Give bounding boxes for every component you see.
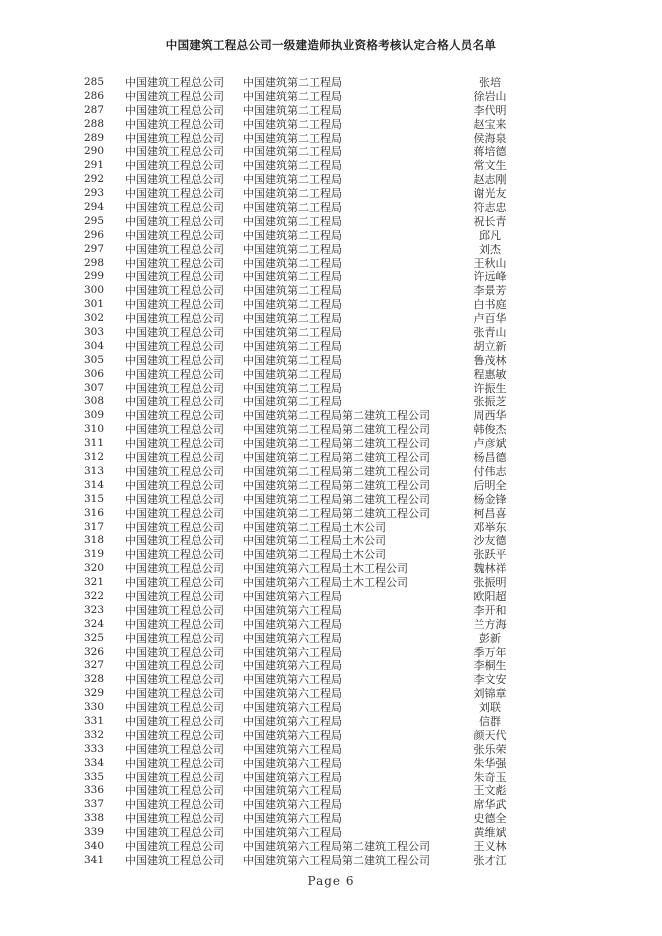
company-name: 中国建筑工程总公司 bbox=[125, 270, 224, 284]
bureau-name: 中国建筑第六工程局 bbox=[243, 728, 342, 742]
row-number: 328 bbox=[83, 673, 104, 686]
table-row bbox=[0, 132, 662, 146]
company-name: 中国建筑工程总公司 bbox=[125, 326, 224, 340]
table-row bbox=[0, 534, 662, 548]
table-row bbox=[0, 76, 662, 90]
person-name: 黄维斌 bbox=[473, 826, 507, 840]
table-row bbox=[0, 757, 662, 771]
company-name: 中国建筑工程总公司 bbox=[125, 714, 224, 728]
company-name: 中国建筑工程总公司 bbox=[125, 464, 224, 478]
company-name: 中国建筑工程总公司 bbox=[125, 173, 224, 187]
company-name: 中国建筑工程总公司 bbox=[125, 214, 224, 228]
person-name: 卢百华 bbox=[473, 312, 507, 326]
row-number: 333 bbox=[83, 742, 104, 755]
person-name: 许振生 bbox=[473, 381, 507, 395]
company-name: 中国建筑工程总公司 bbox=[125, 742, 224, 756]
row-number: 329 bbox=[83, 687, 104, 700]
company-name: 中国建筑工程总公司 bbox=[125, 478, 224, 492]
table-row bbox=[0, 632, 662, 646]
company-name: 中国建筑工程总公司 bbox=[125, 228, 224, 242]
person-name: 张跃平 bbox=[473, 548, 507, 562]
personnel-table bbox=[0, 76, 662, 868]
row-number: 321 bbox=[83, 576, 104, 589]
page-footer: Page 6 bbox=[307, 874, 355, 888]
bureau-name: 中国建筑第二工程局 bbox=[243, 256, 342, 270]
person-name: 杨金锋 bbox=[473, 492, 507, 506]
person-name: 周西华 bbox=[473, 409, 507, 423]
person-name: 白书庭 bbox=[473, 298, 507, 312]
row-number: 332 bbox=[83, 728, 104, 741]
bureau-name: 中国建筑第二工程局土木公司 bbox=[243, 520, 386, 534]
table-row bbox=[0, 590, 662, 604]
bureau-name: 中国建筑第二工程局 bbox=[243, 298, 342, 312]
table-row bbox=[0, 298, 662, 312]
person-name: 刘联 bbox=[479, 701, 501, 715]
row-number: 331 bbox=[83, 714, 104, 727]
table-row bbox=[0, 312, 662, 326]
bureau-name: 中国建筑第二工程局 bbox=[243, 131, 342, 145]
bureau-name: 中国建筑第六工程局 bbox=[243, 659, 342, 673]
row-number: 308 bbox=[83, 395, 104, 408]
person-name: 程惠敏 bbox=[473, 367, 507, 381]
bureau-name: 中国建筑第六工程局 bbox=[243, 631, 342, 645]
bureau-name: 中国建筑第二工程局第二建筑工程公司 bbox=[243, 409, 430, 423]
person-name: 鲁茂林 bbox=[473, 353, 507, 367]
bureau-name: 中国建筑第六工程局 bbox=[243, 826, 342, 840]
person-name: 席华武 bbox=[473, 798, 507, 812]
company-name: 中国建筑工程总公司 bbox=[125, 520, 224, 534]
company-name: 中国建筑工程总公司 bbox=[125, 534, 224, 548]
table-row bbox=[0, 340, 662, 354]
person-name: 符志忠 bbox=[473, 201, 507, 215]
row-number: 319 bbox=[83, 548, 104, 561]
bureau-name: 中国建筑第六工程局土木工程公司 bbox=[243, 576, 408, 590]
table-row bbox=[0, 771, 662, 785]
row-number: 294 bbox=[83, 201, 104, 214]
company-name: 中国建筑工程总公司 bbox=[125, 117, 224, 131]
company-name: 中国建筑工程总公司 bbox=[125, 826, 224, 840]
company-name: 中国建筑工程总公司 bbox=[125, 76, 224, 89]
bureau-name: 中国建筑第二工程局 bbox=[243, 214, 342, 228]
company-name: 中国建筑工程总公司 bbox=[125, 687, 224, 701]
person-name: 沙友德 bbox=[473, 534, 507, 548]
person-name: 张才江 bbox=[473, 853, 507, 867]
company-name: 中国建筑工程总公司 bbox=[125, 659, 224, 673]
person-name: 许远峰 bbox=[473, 270, 507, 284]
row-number: 299 bbox=[83, 270, 104, 283]
bureau-name: 中国建筑第二工程局土木公司 bbox=[243, 534, 386, 548]
row-number: 306 bbox=[83, 367, 104, 380]
row-number: 300 bbox=[83, 284, 104, 297]
row-number: 315 bbox=[83, 492, 104, 505]
company-name: 中国建筑工程总公司 bbox=[125, 353, 224, 367]
person-name: 李景芳 bbox=[473, 284, 507, 298]
person-name: 季万年 bbox=[473, 645, 507, 659]
person-name: 朱奇玉 bbox=[473, 770, 507, 784]
company-name: 中国建筑工程总公司 bbox=[125, 131, 224, 145]
bureau-name: 中国建筑第六工程局 bbox=[243, 784, 342, 798]
person-name: 王秋山 bbox=[473, 256, 507, 270]
person-name: 信群 bbox=[479, 714, 501, 728]
table-row bbox=[0, 507, 662, 521]
company-name: 中国建筑工程总公司 bbox=[125, 784, 224, 798]
company-name: 中国建筑工程总公司 bbox=[125, 839, 224, 853]
company-name: 中国建筑工程总公司 bbox=[125, 562, 224, 576]
bureau-name: 中国建筑第二工程局 bbox=[243, 367, 342, 381]
table-row bbox=[0, 215, 662, 229]
table-row bbox=[0, 118, 662, 132]
row-number: 337 bbox=[83, 798, 104, 811]
person-name: 赵宝来 bbox=[473, 117, 507, 131]
row-number: 290 bbox=[83, 145, 104, 158]
row-number: 330 bbox=[83, 701, 104, 714]
row-number: 292 bbox=[83, 173, 104, 186]
row-number: 304 bbox=[83, 339, 104, 352]
table-row bbox=[0, 395, 662, 409]
person-name: 付伟志 bbox=[473, 464, 507, 478]
bureau-name: 中国建筑第六工程局 bbox=[243, 742, 342, 756]
bureau-name: 中国建筑第六工程局 bbox=[243, 617, 342, 631]
row-number: 291 bbox=[83, 159, 104, 172]
row-number: 338 bbox=[83, 812, 104, 825]
table-row bbox=[0, 826, 662, 840]
person-name: 彭新 bbox=[479, 631, 501, 645]
company-name: 中国建筑工程总公司 bbox=[125, 701, 224, 715]
company-name: 中国建筑工程总公司 bbox=[125, 367, 224, 381]
table-row bbox=[0, 576, 662, 590]
company-name: 中国建筑工程总公司 bbox=[125, 423, 224, 437]
company-name: 中国建筑工程总公司 bbox=[125, 201, 224, 215]
row-number: 340 bbox=[83, 839, 104, 852]
bureau-name: 中国建筑第六工程局 bbox=[243, 603, 342, 617]
table-row bbox=[0, 229, 662, 243]
company-name: 中国建筑工程总公司 bbox=[125, 339, 224, 353]
table-row bbox=[0, 479, 662, 493]
row-number: 288 bbox=[83, 117, 104, 130]
row-number: 320 bbox=[83, 562, 104, 575]
bureau-name: 中国建筑第二工程局土木公司 bbox=[243, 548, 386, 562]
table-row bbox=[0, 368, 662, 382]
company-name: 中国建筑工程总公司 bbox=[125, 812, 224, 826]
person-name: 史德全 bbox=[473, 812, 507, 826]
company-name: 中国建筑工程总公司 bbox=[125, 395, 224, 409]
bureau-name: 中国建筑第六工程局第二建筑工程公司 bbox=[243, 853, 430, 867]
row-number: 323 bbox=[83, 603, 104, 616]
person-name: 张乐荣 bbox=[473, 742, 507, 756]
person-name: 张振芝 bbox=[473, 395, 507, 409]
company-name: 中国建筑工程总公司 bbox=[125, 451, 224, 465]
table-row bbox=[0, 618, 662, 632]
row-number: 339 bbox=[83, 826, 104, 839]
row-number: 289 bbox=[83, 131, 104, 144]
person-name: 邓举东 bbox=[473, 520, 507, 534]
table-row bbox=[0, 257, 662, 271]
person-name: 王义林 bbox=[473, 839, 507, 853]
table-row bbox=[0, 701, 662, 715]
company-name: 中国建筑工程总公司 bbox=[125, 312, 224, 326]
bureau-name: 中国建筑第二工程局第二建筑工程公司 bbox=[243, 506, 430, 520]
company-name: 中国建筑工程总公司 bbox=[125, 770, 224, 784]
table-row bbox=[0, 187, 662, 201]
company-name: 中国建筑工程总公司 bbox=[125, 381, 224, 395]
table-row bbox=[0, 326, 662, 340]
person-name: 李代明 bbox=[473, 103, 507, 117]
person-name: 蒋培德 bbox=[473, 145, 507, 159]
row-number: 297 bbox=[83, 242, 104, 255]
company-name: 中国建筑工程总公司 bbox=[125, 645, 224, 659]
company-name: 中国建筑工程总公司 bbox=[125, 673, 224, 687]
person-name: 杨昌德 bbox=[473, 451, 507, 465]
bureau-name: 中国建筑第六工程局 bbox=[243, 687, 342, 701]
table-row bbox=[0, 90, 662, 104]
company-name: 中国建筑工程总公司 bbox=[125, 589, 224, 603]
row-number: 326 bbox=[83, 645, 104, 658]
row-number: 317 bbox=[83, 520, 104, 533]
bureau-name: 中国建筑第六工程局 bbox=[243, 798, 342, 812]
company-name: 中国建筑工程总公司 bbox=[125, 728, 224, 742]
company-name: 中国建筑工程总公司 bbox=[125, 409, 224, 423]
table-row bbox=[0, 354, 662, 368]
bureau-name: 中国建筑第二工程局第二建筑工程公司 bbox=[243, 423, 430, 437]
table-row bbox=[0, 812, 662, 826]
row-number: 296 bbox=[83, 228, 104, 241]
person-name: 李文安 bbox=[473, 673, 507, 687]
company-name: 中国建筑工程总公司 bbox=[125, 603, 224, 617]
person-name: 邱凡 bbox=[479, 228, 501, 242]
table-row bbox=[0, 423, 662, 437]
company-name: 中国建筑工程总公司 bbox=[125, 631, 224, 645]
person-name: 李开和 bbox=[473, 603, 507, 617]
bureau-name: 中国建筑第二工程局 bbox=[243, 228, 342, 242]
company-name: 中国建筑工程总公司 bbox=[125, 506, 224, 520]
person-name: 韩俊杰 bbox=[473, 423, 507, 437]
table-row bbox=[0, 715, 662, 729]
row-number: 318 bbox=[83, 534, 104, 547]
company-name: 中国建筑工程总公司 bbox=[125, 284, 224, 298]
company-name: 中国建筑工程总公司 bbox=[125, 756, 224, 770]
row-number: 327 bbox=[83, 659, 104, 672]
row-number: 314 bbox=[83, 478, 104, 491]
person-name: 王文彪 bbox=[473, 784, 507, 798]
table-row bbox=[0, 243, 662, 257]
row-number: 305 bbox=[83, 353, 104, 366]
bureau-name: 中国建筑第六工程局 bbox=[243, 645, 342, 659]
row-number: 316 bbox=[83, 506, 104, 519]
row-number: 322 bbox=[83, 589, 104, 602]
bureau-name: 中国建筑第二工程局 bbox=[243, 159, 342, 173]
row-number: 341 bbox=[83, 853, 104, 866]
table-row bbox=[0, 646, 662, 660]
bureau-name: 中国建筑第二工程局 bbox=[243, 284, 342, 298]
row-number: 303 bbox=[83, 326, 104, 339]
bureau-name: 中国建筑第二工程局 bbox=[243, 89, 342, 103]
table-row bbox=[0, 173, 662, 187]
bureau-name: 中国建筑第二工程局 bbox=[243, 103, 342, 117]
row-number: 310 bbox=[83, 423, 104, 436]
row-number: 313 bbox=[83, 464, 104, 477]
bureau-name: 中国建筑第二工程局 bbox=[243, 117, 342, 131]
table-row bbox=[0, 798, 662, 812]
row-number: 325 bbox=[83, 631, 104, 644]
table-row bbox=[0, 409, 662, 423]
person-name: 李桐生 bbox=[473, 659, 507, 673]
row-number: 287 bbox=[83, 103, 104, 116]
table-row bbox=[0, 465, 662, 479]
bureau-name: 中国建筑第六工程局 bbox=[243, 701, 342, 715]
row-number: 324 bbox=[83, 617, 104, 630]
table-row bbox=[0, 284, 662, 298]
company-name: 中国建筑工程总公司 bbox=[125, 492, 224, 506]
table-row bbox=[0, 159, 662, 173]
company-name: 中国建筑工程总公司 bbox=[125, 103, 224, 117]
table-row bbox=[0, 673, 662, 687]
bureau-name: 中国建筑第二工程局第二建筑工程公司 bbox=[243, 451, 430, 465]
table-row bbox=[0, 145, 662, 159]
row-number: 307 bbox=[83, 381, 104, 394]
table-row bbox=[0, 604, 662, 618]
table-row bbox=[0, 493, 662, 507]
row-number: 301 bbox=[83, 298, 104, 311]
row-number: 302 bbox=[83, 312, 104, 325]
bureau-name: 中国建筑第二工程局 bbox=[243, 76, 342, 89]
company-name: 中国建筑工程总公司 bbox=[125, 548, 224, 562]
row-number: 295 bbox=[83, 214, 104, 227]
bureau-name: 中国建筑第二工程局 bbox=[243, 187, 342, 201]
company-name: 中国建筑工程总公司 bbox=[125, 187, 224, 201]
bureau-name: 中国建筑第二工程局 bbox=[243, 145, 342, 159]
table-row bbox=[0, 854, 662, 868]
bureau-name: 中国建筑第六工程局土木工程公司 bbox=[243, 562, 408, 576]
bureau-name: 中国建筑第六工程局 bbox=[243, 756, 342, 770]
person-name: 颜天代 bbox=[473, 728, 507, 742]
company-name: 中国建筑工程总公司 bbox=[125, 798, 224, 812]
company-name: 中国建筑工程总公司 bbox=[125, 256, 224, 270]
table-row bbox=[0, 437, 662, 451]
bureau-name: 中国建筑第二工程局 bbox=[243, 353, 342, 367]
table-row bbox=[0, 201, 662, 215]
company-name: 中国建筑工程总公司 bbox=[125, 853, 224, 867]
person-name: 徐岩山 bbox=[473, 89, 507, 103]
company-name: 中国建筑工程总公司 bbox=[125, 89, 224, 103]
row-number: 293 bbox=[83, 187, 104, 200]
company-name: 中国建筑工程总公司 bbox=[125, 298, 224, 312]
company-name: 中国建筑工程总公司 bbox=[125, 437, 224, 451]
row-number: 334 bbox=[83, 756, 104, 769]
bureau-name: 中国建筑第二工程局第二建筑工程公司 bbox=[243, 437, 430, 451]
bureau-name: 中国建筑第二工程局 bbox=[243, 381, 342, 395]
table-row bbox=[0, 548, 662, 562]
bureau-name: 中国建筑第二工程局 bbox=[243, 312, 342, 326]
person-name: 欧阳超 bbox=[473, 589, 507, 603]
person-name: 兰方海 bbox=[473, 617, 507, 631]
person-name: 常文生 bbox=[473, 159, 507, 173]
person-name: 魏林祥 bbox=[473, 562, 507, 576]
row-number: 336 bbox=[83, 784, 104, 797]
table-row bbox=[0, 784, 662, 798]
person-name: 后明全 bbox=[473, 478, 507, 492]
bureau-name: 中国建筑第六工程局第二建筑工程公司 bbox=[243, 839, 430, 853]
row-number: 335 bbox=[83, 770, 104, 783]
table-row bbox=[0, 687, 662, 701]
person-name: 赵志刚 bbox=[473, 173, 507, 187]
bureau-name: 中国建筑第六工程局 bbox=[243, 673, 342, 687]
person-name: 刘锦章 bbox=[473, 687, 507, 701]
table-row bbox=[0, 382, 662, 396]
row-number: 311 bbox=[83, 437, 104, 450]
company-name: 中国建筑工程总公司 bbox=[125, 576, 224, 590]
person-name: 朱华强 bbox=[473, 756, 507, 770]
company-name: 中国建筑工程总公司 bbox=[125, 159, 224, 173]
company-name: 中国建筑工程总公司 bbox=[125, 617, 224, 631]
table-row bbox=[0, 562, 662, 576]
bureau-name: 中国建筑第二工程局第二建筑工程公司 bbox=[243, 492, 430, 506]
bureau-name: 中国建筑第六工程局 bbox=[243, 770, 342, 784]
table-row bbox=[0, 521, 662, 535]
row-number: 285 bbox=[83, 76, 104, 88]
bureau-name: 中国建筑第二工程局 bbox=[243, 201, 342, 215]
bureau-name: 中国建筑第六工程局 bbox=[243, 589, 342, 603]
company-name: 中国建筑工程总公司 bbox=[125, 242, 224, 256]
person-name: 谢光友 bbox=[473, 187, 507, 201]
row-number: 298 bbox=[83, 256, 104, 269]
person-name: 胡立新 bbox=[473, 339, 507, 353]
person-name: 柯昌喜 bbox=[473, 506, 507, 520]
page-title: 中国建筑工程总公司一级建造师执业资格考核认定合格人员名单 bbox=[165, 38, 497, 52]
person-name: 张青山 bbox=[473, 326, 507, 340]
row-number: 312 bbox=[83, 451, 104, 464]
table-row bbox=[0, 659, 662, 673]
person-name: 卢彦斌 bbox=[473, 437, 507, 451]
bureau-name: 中国建筑第二工程局第二建筑工程公司 bbox=[243, 464, 430, 478]
table-row bbox=[0, 840, 662, 854]
bureau-name: 中国建筑第二工程局 bbox=[243, 326, 342, 340]
table-row bbox=[0, 729, 662, 743]
person-name: 刘杰 bbox=[479, 242, 501, 256]
person-name: 张培 bbox=[479, 76, 501, 89]
bureau-name: 中国建筑第二工程局 bbox=[243, 173, 342, 187]
table-row bbox=[0, 104, 662, 118]
bureau-name: 中国建筑第二工程局 bbox=[243, 339, 342, 353]
bureau-name: 中国建筑第二工程局 bbox=[243, 242, 342, 256]
bureau-name: 中国建筑第六工程局 bbox=[243, 714, 342, 728]
table-row bbox=[0, 451, 662, 465]
table-row bbox=[0, 743, 662, 757]
row-number: 286 bbox=[83, 89, 104, 102]
bureau-name: 中国建筑第六工程局 bbox=[243, 812, 342, 826]
table-row bbox=[0, 270, 662, 284]
person-name: 张振明 bbox=[473, 576, 507, 590]
bureau-name: 中国建筑第二工程局 bbox=[243, 270, 342, 284]
bureau-name: 中国建筑第二工程局 bbox=[243, 395, 342, 409]
row-number: 309 bbox=[83, 409, 104, 422]
person-name: 侯海泉 bbox=[473, 131, 507, 145]
person-name: 祝长青 bbox=[473, 214, 507, 228]
company-name: 中国建筑工程总公司 bbox=[125, 145, 224, 159]
bureau-name: 中国建筑第二工程局第二建筑工程公司 bbox=[243, 478, 430, 492]
